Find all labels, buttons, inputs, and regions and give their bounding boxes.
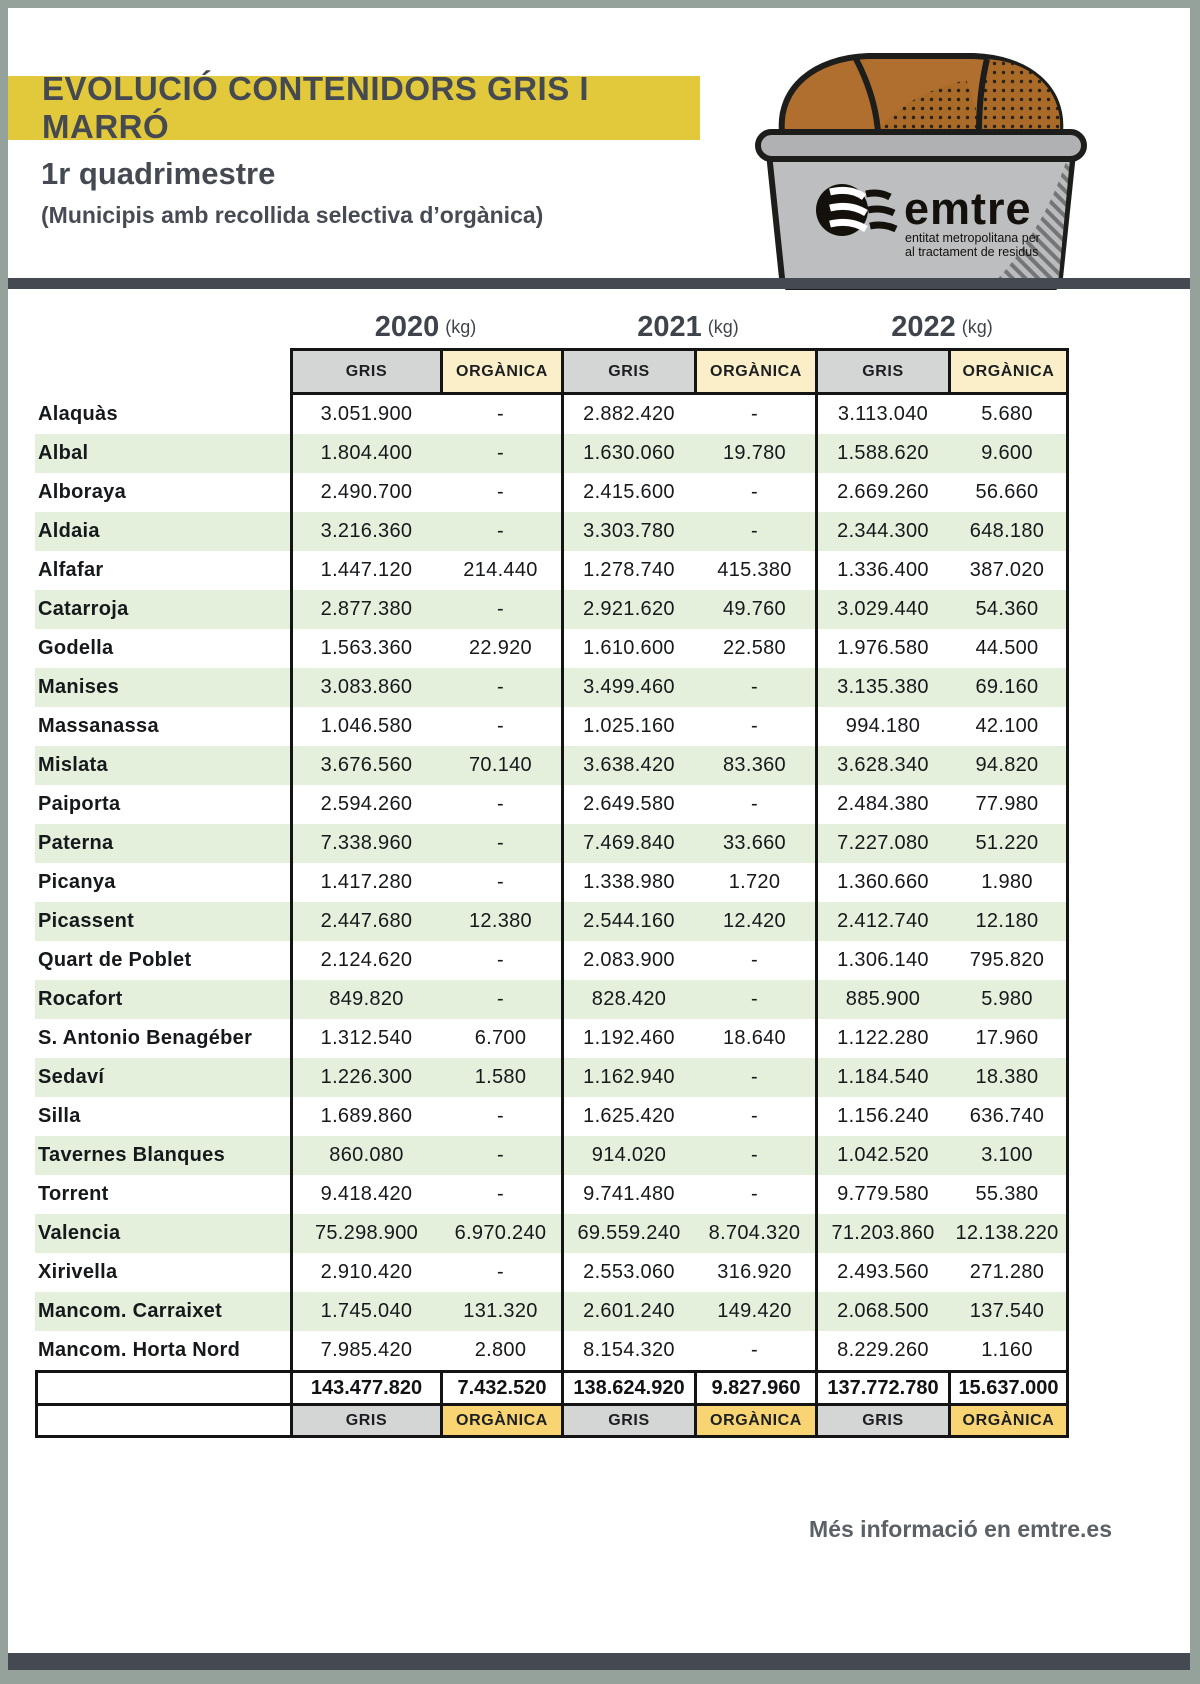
totals-row [35, 1370, 1069, 1406]
value-organica-2022: 636.740 [948, 1097, 1069, 1136]
value-organica-2020: - [497, 1261, 504, 1283]
value-organica-2021: - [751, 1339, 758, 1361]
table-row [35, 1097, 1069, 1136]
column-header-spacer [35, 348, 290, 395]
emtre-logo-tagline-1: entitat metropolitana per [905, 231, 1040, 245]
total-cell: 15.637.000 [948, 1370, 1069, 1406]
value-organica-2020: - [497, 442, 504, 464]
value-gris-2021: 1.278.740 [561, 551, 694, 590]
bottom-bar [8, 1653, 1190, 1670]
value-gris-2021: 69.559.240 [561, 1214, 694, 1253]
value-organica-2022: 17.960 [948, 1019, 1069, 1058]
value-gris-2020: 849.820 [290, 980, 440, 1019]
col-header-gris: GRIS [561, 348, 694, 395]
value-gris-2021: 1.192.460 [561, 1019, 694, 1058]
value-organica-2020: 1.580 [474, 1066, 527, 1088]
footer-header-gris: GRIS [815, 1406, 948, 1438]
value-gris-2020: 1.804.400 [290, 434, 440, 473]
value-gris-2020: 1.417.280 [290, 863, 440, 902]
value-organica-2020: - [497, 832, 504, 854]
value-gris-2020: 7.985.420 [290, 1331, 440, 1370]
value-gris-2022: 1.306.140 [815, 941, 948, 980]
value-organica-2021: 149.420 [717, 1300, 792, 1322]
value-organica-2020: 70.140 [469, 754, 532, 776]
col-header-organica: ORGÀNICA [440, 348, 561, 395]
value-organica-2022: 12.180 [948, 902, 1069, 941]
table-row [35, 863, 1069, 902]
table-row [35, 785, 1069, 824]
table-row [35, 551, 1069, 590]
footer-header-organica: ORGÀNICA [694, 1406, 815, 1438]
waste-bin-illustration [738, 32, 1103, 290]
table-row [35, 824, 1069, 863]
totals-spacer [35, 1370, 290, 1406]
municipality-name: Massanassa [38, 715, 159, 737]
municipality-name: Albal [38, 442, 89, 464]
value-organica-2022: 271.280 [948, 1253, 1069, 1292]
value-organica-2021: - [751, 1105, 758, 1127]
table-row [35, 1136, 1069, 1175]
value-organica-2021: 19.780 [723, 442, 786, 464]
table-row [35, 1253, 1069, 1292]
value-gris-2022: 1.184.540 [815, 1058, 948, 1097]
municipality-name: Picassent [38, 910, 135, 932]
value-organica-2022: 69.160 [948, 668, 1069, 707]
value-gris-2020: 9.418.420 [290, 1175, 440, 1214]
bin-lid-dots-right [979, 59, 1060, 132]
footer-header-row [35, 1406, 1069, 1438]
municipality-name: Paterna [38, 832, 114, 854]
value-organica-2020: 6.700 [474, 1027, 527, 1049]
col-header-organica: ORGÀNICA [948, 348, 1069, 395]
value-gris-2021: 2.882.420 [561, 395, 694, 434]
col-header-gris: GRIS [290, 348, 440, 395]
value-gris-2022: 2.344.300 [815, 512, 948, 551]
value-organica-2022: 795.820 [948, 941, 1069, 980]
value-gris-2020: 1.689.860 [290, 1097, 440, 1136]
total-cell: 143.477.820 [290, 1370, 440, 1406]
value-organica-2021: 83.360 [723, 754, 786, 776]
value-organica-2022: 94.820 [948, 746, 1069, 785]
table-row [35, 1175, 1069, 1214]
value-gris-2021: 1.338.980 [561, 863, 694, 902]
municipality-name: Mancom. Horta Nord [38, 1339, 241, 1361]
table-row [35, 1292, 1069, 1331]
value-organica-2022: 54.360 [948, 590, 1069, 629]
value-organica-2022: 5.680 [948, 395, 1069, 434]
value-gris-2021: 1.162.940 [561, 1058, 694, 1097]
emtre-logo-icon [816, 184, 896, 236]
value-organica-2021: 18.640 [723, 1027, 786, 1049]
value-gris-2020: 860.080 [290, 1136, 440, 1175]
value-organica-2021: 49.760 [723, 598, 786, 620]
value-gris-2020: 75.298.900 [290, 1214, 440, 1253]
value-gris-2020: 2.490.700 [290, 473, 440, 512]
footer-header-gris: GRIS [290, 1406, 440, 1438]
value-organica-2020: - [497, 949, 504, 971]
municipality-name: Godella [38, 637, 114, 659]
value-gris-2021: 1.625.420 [561, 1097, 694, 1136]
table-row [35, 980, 1069, 1019]
value-gris-2020: 2.447.680 [290, 902, 440, 941]
table-row [35, 1019, 1069, 1058]
value-gris-2020: 1.226.300 [290, 1058, 440, 1097]
value-organica-2021: - [751, 676, 758, 698]
value-gris-2020: 1.046.580 [290, 707, 440, 746]
value-organica-2022: 55.380 [948, 1175, 1069, 1214]
value-organica-2022: 648.180 [948, 512, 1069, 551]
value-gris-2022: 9.779.580 [815, 1175, 948, 1214]
value-gris-2021: 1.630.060 [561, 434, 694, 473]
value-organica-2020: - [497, 988, 504, 1010]
year-label: 2020 [374, 310, 440, 343]
value-gris-2022: 1.042.520 [815, 1136, 948, 1175]
page-title: EVOLUCIÓ CONTENIDORS GRIS I MARRÓ [42, 70, 590, 145]
value-gris-2020: 2.124.620 [290, 941, 440, 980]
value-organica-2021: 12.420 [723, 910, 786, 932]
table-row [35, 746, 1069, 785]
municipality-name: Alaquàs [38, 403, 118, 425]
value-gris-2021: 2.553.060 [561, 1253, 694, 1292]
data-table [35, 310, 1069, 1438]
total-cell: 9.827.960 [694, 1370, 815, 1406]
value-organica-2020: - [497, 481, 504, 503]
subtitle: 1r quadrimestre [41, 156, 276, 191]
value-gris-2022: 1.976.580 [815, 629, 948, 668]
value-gris-2022: 1.588.620 [815, 434, 948, 473]
municipality-name: Tavernes Blanques [38, 1144, 226, 1166]
value-organica-2021: - [751, 1066, 758, 1088]
value-gris-2021: 1.610.600 [561, 629, 694, 668]
year-header [561, 310, 815, 348]
municipality-name: Picanya [38, 871, 116, 893]
value-organica-2021: 33.660 [723, 832, 786, 854]
value-gris-2021: 2.601.240 [561, 1292, 694, 1331]
value-organica-2022: 44.500 [948, 629, 1069, 668]
value-gris-2022: 3.135.380 [815, 668, 948, 707]
value-gris-2022: 885.900 [815, 980, 948, 1019]
emtre-logo-brand: emtre [904, 183, 1032, 234]
column-header-row [35, 348, 1069, 395]
value-organica-2022: 5.980 [948, 980, 1069, 1019]
table-row [35, 668, 1069, 707]
emtre-logo-tagline-2: al tractament de residus [905, 245, 1039, 259]
value-organica-2022: 12.138.220 [948, 1214, 1069, 1253]
value-gris-2022: 1.336.400 [815, 551, 948, 590]
value-gris-2020: 1.447.120 [290, 551, 440, 590]
municipality-name: Torrent [38, 1183, 109, 1205]
more-info-text: Més informació en emtre.es [809, 1516, 1112, 1542]
bin-rim [758, 132, 1084, 159]
municipality-name: Alfafar [38, 559, 104, 581]
table-row [35, 395, 1069, 434]
value-organica-2021: 8.704.320 [708, 1222, 801, 1244]
value-organica-2022: 137.540 [948, 1292, 1069, 1331]
municipality-name: Mancom. Carraixet [38, 1300, 223, 1322]
municipality-name: Catarroja [38, 598, 129, 620]
value-organica-2021: - [751, 520, 758, 542]
municipality-name: Valencia [38, 1222, 121, 1244]
value-organica-2021: - [751, 988, 758, 1010]
value-gris-2022: 1.156.240 [815, 1097, 948, 1136]
value-organica-2020: 214.440 [463, 559, 538, 581]
value-gris-2022: 71.203.860 [815, 1214, 948, 1253]
value-gris-2022: 994.180 [815, 707, 948, 746]
municipality-name: Silla [38, 1105, 81, 1127]
value-gris-2021: 2.544.160 [561, 902, 694, 941]
year-label: 2021 [637, 310, 702, 343]
value-organica-2021: - [751, 715, 758, 737]
col-header-organica: ORGÀNICA [694, 348, 815, 395]
unit-label: (kg) [445, 316, 477, 337]
value-organica-2020: 6.970.240 [454, 1222, 547, 1244]
col-header-gris: GRIS [815, 348, 948, 395]
value-gris-2021: 1.025.160 [561, 707, 694, 746]
value-organica-2020: 131.320 [463, 1300, 538, 1322]
total-cell: 137.772.780 [815, 1370, 948, 1406]
value-gris-2021: 8.154.320 [561, 1331, 694, 1370]
value-gris-2020: 1.563.360 [290, 629, 440, 668]
value-gris-2022: 3.029.440 [815, 590, 948, 629]
value-gris-2020: 2.877.380 [290, 590, 440, 629]
value-gris-2022: 8.229.260 [815, 1331, 948, 1370]
value-gris-2021: 828.420 [561, 980, 694, 1019]
footer-header-gris: GRIS [561, 1406, 694, 1438]
footer-header-spacer [35, 1406, 290, 1438]
header-divider [8, 278, 1190, 289]
value-gris-2020: 2.910.420 [290, 1253, 440, 1292]
value-organica-2020: - [497, 598, 504, 620]
municipality-name: Quart de Poblet [38, 949, 192, 971]
table-body [35, 395, 1069, 1370]
value-gris-2021: 7.469.840 [561, 824, 694, 863]
table-row [35, 629, 1069, 668]
table-row [35, 512, 1069, 551]
value-gris-2022: 2.412.740 [815, 902, 948, 941]
value-organica-2021: 22.580 [723, 637, 786, 659]
total-cell: 7.432.520 [440, 1370, 561, 1406]
value-organica-2020: - [497, 403, 504, 425]
value-organica-2020: - [497, 871, 504, 893]
table-row [35, 590, 1069, 629]
value-organica-2022: 51.220 [948, 824, 1069, 863]
value-gris-2021: 2.415.600 [561, 473, 694, 512]
value-organica-2022: 1.160 [948, 1331, 1069, 1370]
value-organica-2021: - [751, 1144, 758, 1166]
value-gris-2022: 2.068.500 [815, 1292, 948, 1331]
municipality-name: Rocafort [38, 988, 123, 1010]
table-row [35, 707, 1069, 746]
year-header-spacer [35, 310, 290, 348]
value-organica-2022: 18.380 [948, 1058, 1069, 1097]
municipality-name: Alboraya [38, 481, 126, 503]
value-organica-2020: 22.920 [469, 637, 532, 659]
value-organica-2021: - [751, 949, 758, 971]
value-organica-2022: 77.980 [948, 785, 1069, 824]
unit-label: (kg) [707, 316, 739, 337]
municipality-name: Aldaia [38, 520, 100, 542]
municipality-name: S. Antonio Benagéber [38, 1027, 253, 1049]
value-gris-2021: 914.020 [561, 1136, 694, 1175]
municipality-name: Sedaví [38, 1066, 105, 1088]
value-gris-2020: 3.051.900 [290, 395, 440, 434]
table-row [35, 1214, 1069, 1253]
table-row [35, 1058, 1069, 1097]
year-header [815, 310, 1069, 348]
value-organica-2022: 9.600 [948, 434, 1069, 473]
value-gris-2022: 3.113.040 [815, 395, 948, 434]
value-organica-2021: 316.920 [717, 1261, 792, 1283]
value-organica-2020: - [497, 1105, 504, 1127]
value-gris-2021: 3.499.460 [561, 668, 694, 707]
title-banner [8, 70, 700, 145]
value-organica-2021: - [751, 1183, 758, 1205]
value-gris-2022: 2.493.560 [815, 1253, 948, 1292]
value-gris-2020: 3.083.860 [290, 668, 440, 707]
value-gris-2020: 2.594.260 [290, 785, 440, 824]
year-label: 2022 [891, 310, 956, 343]
value-gris-2020: 1.312.540 [290, 1019, 440, 1058]
footer-header-organica: ORGÀNICA [948, 1406, 1069, 1438]
subtitle-note: (Municipis amb recollida selectiva d’orgànica) [41, 202, 544, 228]
value-organica-2020: - [497, 715, 504, 737]
value-organica-2022: 387.020 [948, 551, 1069, 590]
table-row [35, 902, 1069, 941]
table-row [35, 473, 1069, 512]
value-organica-2020: - [497, 1144, 504, 1166]
value-gris-2021: 3.638.420 [561, 746, 694, 785]
unit-label: (kg) [961, 316, 993, 337]
value-gris-2020: 3.216.360 [290, 512, 440, 551]
municipality-name: Xirivella [38, 1261, 118, 1283]
footer-header-organica: ORGÀNICA [440, 1406, 561, 1438]
value-organica-2020: 2.800 [474, 1339, 527, 1361]
value-gris-2020: 3.676.560 [290, 746, 440, 785]
value-gris-2022: 2.669.260 [815, 473, 948, 512]
value-gris-2020: 7.338.960 [290, 824, 440, 863]
municipality-name: Mislata [38, 754, 108, 776]
year-header-row [35, 310, 1069, 348]
value-organica-2021: 415.380 [717, 559, 792, 581]
value-gris-2021: 2.649.580 [561, 785, 694, 824]
value-gris-2022: 1.360.660 [815, 863, 948, 902]
table-row [35, 941, 1069, 980]
value-gris-2022: 3.628.340 [815, 746, 948, 785]
value-organica-2022: 42.100 [948, 707, 1069, 746]
value-organica-2021: - [751, 481, 758, 503]
value-gris-2022: 7.227.080 [815, 824, 948, 863]
value-organica-2020: - [497, 520, 504, 542]
value-gris-2020: 1.745.040 [290, 1292, 440, 1331]
value-organica-2022: 56.660 [948, 473, 1069, 512]
value-gris-2021: 9.741.480 [561, 1175, 694, 1214]
value-organica-2020: 12.380 [469, 910, 532, 932]
content-frame [8, 8, 1190, 1654]
table-row [35, 434, 1069, 473]
value-organica-2021: - [751, 793, 758, 815]
value-gris-2022: 2.484.380 [815, 785, 948, 824]
value-organica-2020: - [497, 1183, 504, 1205]
value-organica-2020: - [497, 793, 504, 815]
value-organica-2020: - [497, 676, 504, 698]
year-header [290, 310, 561, 348]
value-organica-2022: 3.100 [948, 1136, 1069, 1175]
value-organica-2022: 1.980 [948, 863, 1069, 902]
value-gris-2021: 3.303.780 [561, 512, 694, 551]
value-gris-2021: 2.083.900 [561, 941, 694, 980]
value-gris-2021: 2.921.620 [561, 590, 694, 629]
value-organica-2021: 1.720 [728, 871, 781, 893]
table-row [35, 1331, 1069, 1370]
value-organica-2021: - [751, 403, 758, 425]
municipality-name: Paiporta [38, 793, 121, 815]
municipality-name: Manises [38, 676, 120, 698]
value-gris-2022: 1.122.280 [815, 1019, 948, 1058]
total-cell: 138.624.920 [561, 1370, 694, 1406]
